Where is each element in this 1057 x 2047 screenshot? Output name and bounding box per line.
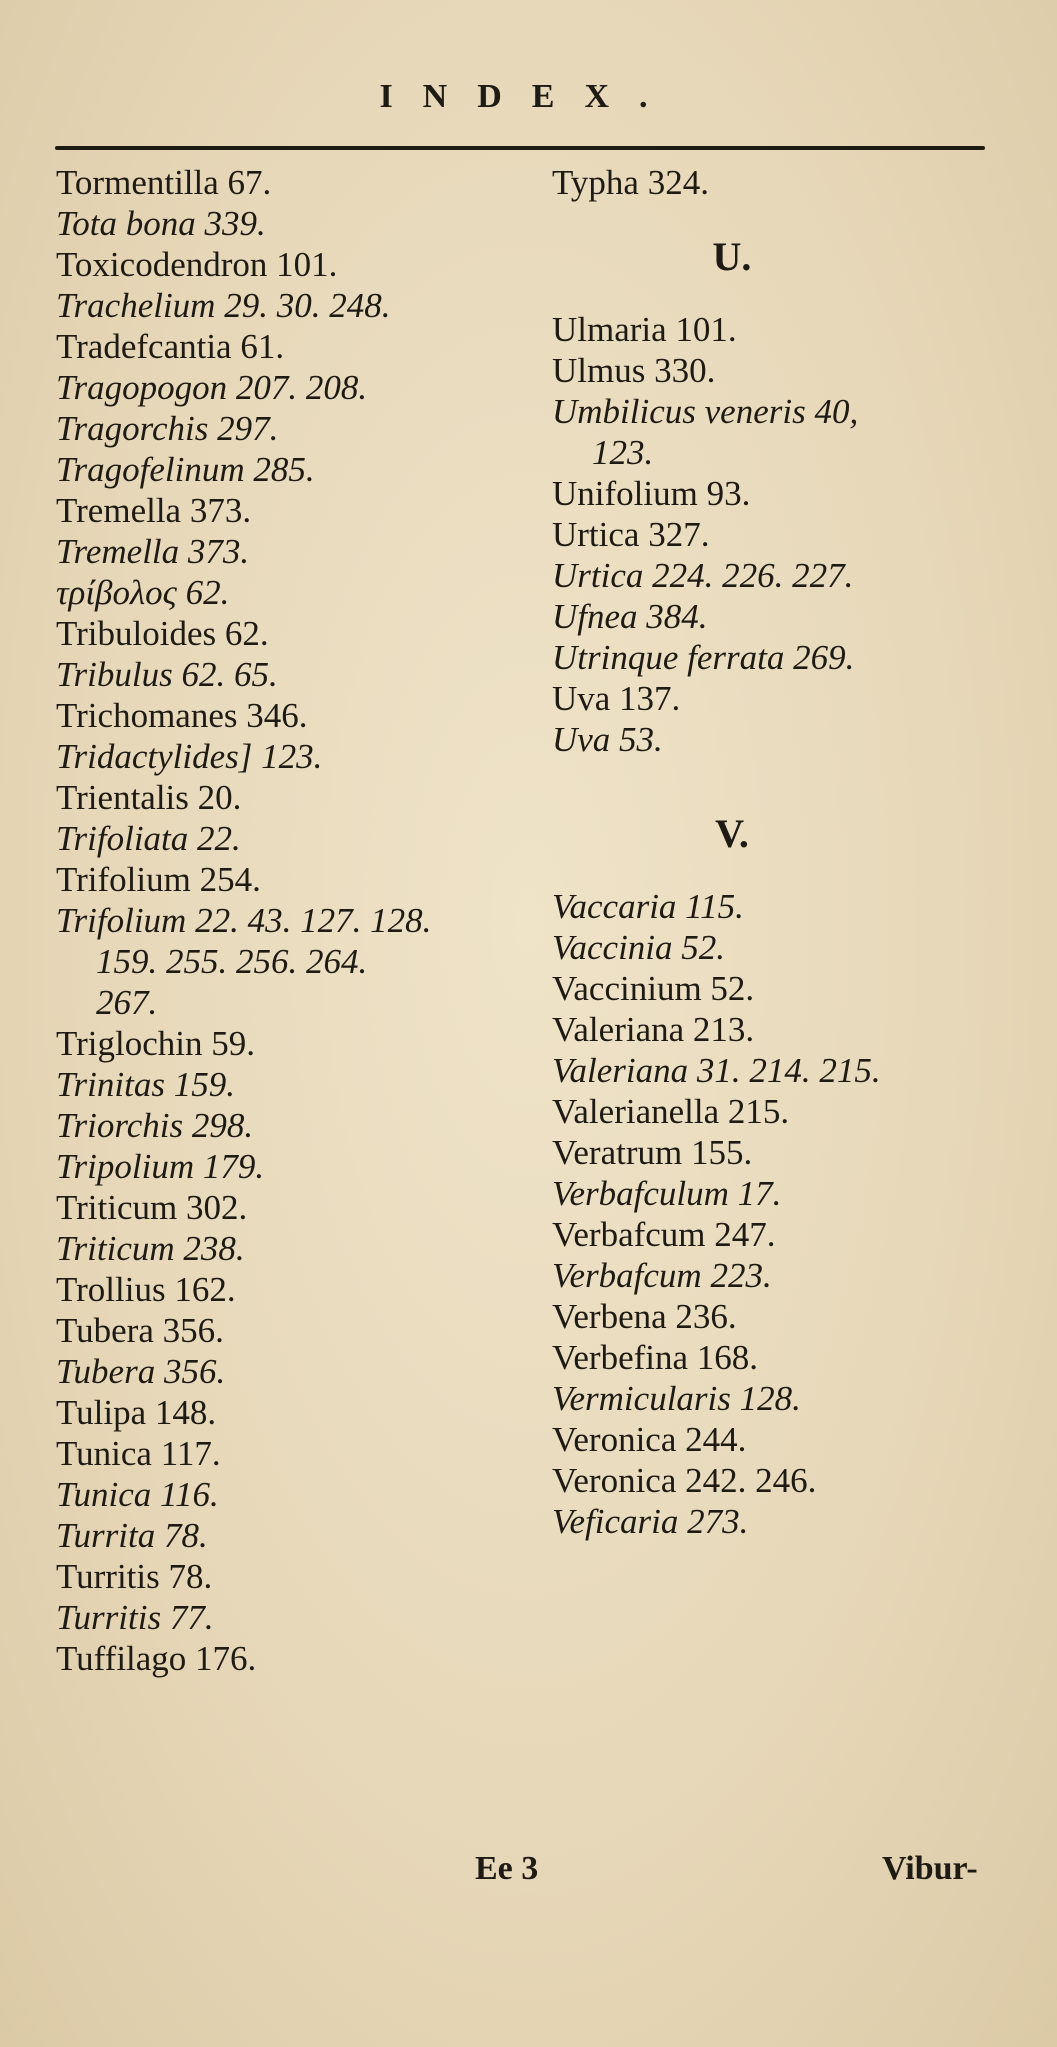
index-entry-text: Tridactylides] 123. (56, 737, 323, 776)
index-entry-text: Tota bona 339. (56, 204, 266, 243)
index-entry-text: Tragopogon 207. 208. (56, 368, 368, 407)
index-entry (56, 244, 496, 285)
index-entry-text: Tulipa 148. (56, 1393, 217, 1432)
section-heading-u: U. (712, 234, 752, 279)
index-entry (552, 1296, 992, 1337)
index-entry (56, 572, 496, 613)
index-entry (56, 490, 496, 531)
index-entry-continuation: 267. (96, 983, 158, 1022)
index-entry (56, 1228, 496, 1269)
index-entry-text: τρίβολος 62. (56, 573, 230, 612)
index-entry (56, 859, 496, 900)
index-entry-text: Umbilicus veneris 40, (552, 392, 859, 431)
index-entry-text: Ulmus 330. (552, 351, 716, 390)
index-entry (552, 1132, 992, 1173)
index-entry (56, 1146, 496, 1187)
index-entry-text: Tunica 117. (56, 1434, 221, 1473)
index-entry-text: Tuffilago 176. (56, 1639, 257, 1678)
index-entry-text: Uva 137. (552, 679, 681, 718)
index-entry (56, 1187, 496, 1228)
index-entry (552, 1501, 992, 1542)
index-entry (552, 1214, 992, 1255)
index-entry-text: Veratrum 155. (552, 1133, 753, 1172)
index-entry (552, 473, 992, 514)
index-entry-text: Tormentilla 67. (56, 163, 272, 202)
index-entry-text: Trientalis 20. (56, 778, 242, 817)
index-entry-text: Utrinque ferrata 269. (552, 638, 855, 677)
index-entry-text: Tremella 373. (56, 491, 252, 530)
index-entry (56, 531, 496, 572)
index-entry (56, 1597, 496, 1638)
index-entry (56, 1392, 496, 1433)
index-entry (552, 555, 992, 596)
index-entry-text: Triglochin 59. (56, 1024, 256, 1063)
index-entry (552, 968, 992, 1009)
index-entry-text: Tubera 356. (56, 1352, 226, 1391)
index-entry (552, 1009, 992, 1050)
index-entry-text: Tubera 356. (56, 1311, 224, 1350)
index-entry-text: Valerianella 215. (552, 1092, 790, 1131)
index-entry-text: Urtica 224. 226. 227. (552, 556, 854, 595)
index-entry-text: Turritis 77. (56, 1598, 214, 1637)
index-entry-text: Tunica 116. (56, 1475, 219, 1514)
index-entry-text: Trifoliata 22. (56, 819, 241, 858)
index-entry (56, 777, 496, 818)
index-entry (56, 1310, 496, 1351)
index-entry (552, 350, 992, 391)
index-entry (552, 1378, 992, 1419)
index-entry-text: Verbafcum 247. (552, 1215, 776, 1254)
v-entries (552, 886, 992, 1542)
index-entry-text: Verbafcum 223. (552, 1256, 772, 1295)
index-entry-text: Vaccinia 52. (552, 928, 726, 967)
index-entry-text: Tripolium 179. (56, 1147, 265, 1186)
index-entry-text: Trollius 162. (56, 1270, 236, 1309)
index-entry-text: Tribulus 62. 65. (56, 655, 278, 694)
index-entry (552, 678, 992, 719)
index-entry-text: Tragorchis 297. (56, 409, 279, 448)
index-entry-text: Trichomanes 346. (56, 696, 308, 735)
index-entry-text: Unifolium 93. (552, 474, 751, 513)
index-entry (56, 1556, 496, 1597)
index-entry (56, 203, 496, 244)
index-entry (552, 162, 992, 203)
index-entry-text: Tribuloides 62. (56, 614, 269, 653)
running-head: INDEX. (379, 78, 678, 115)
index-entry (56, 818, 496, 859)
index-entry-text: Triticum 238. (56, 1229, 245, 1268)
index-entry-text: Vaccaria 115. (552, 887, 744, 926)
index-entry-text: Verbafculum 17. (552, 1174, 782, 1213)
index-entry-continuation: 123. (592, 433, 654, 472)
index-entry (56, 162, 496, 203)
index-entry-text: Valeriana 213. (552, 1010, 755, 1049)
index-entry-text: Veficaria 273. (552, 1502, 749, 1541)
index-entry (56, 695, 496, 736)
index-entry (56, 654, 496, 695)
index-entry (56, 1474, 496, 1515)
index-entry (56, 1433, 496, 1474)
index-entry (56, 1105, 496, 1146)
index-entry (552, 719, 992, 760)
index-entry-text: Typha 324. (552, 163, 709, 202)
index-entry (552, 1173, 992, 1214)
index-entry-text: Tradefcantia 61. (56, 327, 285, 366)
index-entry-text: Vaccinium 52. (552, 969, 755, 1008)
index-entry-text: Ufnea 384. (552, 597, 708, 636)
index-entry (56, 1064, 496, 1105)
index-entry-continuation: 159. 255. 256. 264. (96, 942, 368, 981)
index-entry-text: Trifolium 22. 43. 127. 128. (56, 901, 432, 940)
index-entry (56, 1351, 496, 1392)
t-entries (552, 162, 992, 203)
index-entry (56, 285, 496, 326)
index-entry (56, 1638, 496, 1679)
index-entry (552, 391, 992, 473)
index-entry (56, 736, 496, 777)
index-entry (56, 449, 496, 490)
index-entry-text: Tragofelinum 285. (56, 450, 315, 489)
index-entry-text: Trachelium 29. 30. 248. (56, 286, 391, 325)
index-entry (56, 326, 496, 367)
signature-mark: Ee 3 (475, 1850, 539, 1887)
index-entry-text: Uva 53. (552, 720, 663, 759)
header-rule (55, 146, 985, 150)
index-entry-text: Ulmaria 101. (552, 310, 737, 349)
index-entry-text: Verbefina 168. (552, 1338, 759, 1377)
index-entry-text: Vermicularis 128. (552, 1379, 801, 1418)
index-entry (552, 1419, 992, 1460)
index-entry (56, 408, 496, 449)
catchword: Vibur- (882, 1850, 978, 1887)
index-entry-text: Verbena 236. (552, 1297, 737, 1336)
index-entry-text: Turrita 78. (56, 1516, 208, 1555)
index-entry-text: Valeriana 31. 214. 215. (552, 1051, 881, 1090)
index-entry (552, 1255, 992, 1296)
index-entry-text: Triticum 302. (56, 1188, 248, 1227)
right-column (552, 162, 992, 1542)
index-entry (56, 1023, 496, 1064)
left-column (56, 162, 496, 1679)
index-entry-text: Trinitas 159. (56, 1065, 235, 1104)
index-entry (56, 613, 496, 654)
index-entry-text: Urtica 327. (552, 515, 710, 554)
index-entry-text: Veronica 244. (552, 1420, 747, 1459)
index-entry (552, 886, 992, 927)
index-entry (56, 367, 496, 408)
index-entry-text: Turritis 78. (56, 1557, 213, 1596)
index-entry (552, 309, 992, 350)
index-entry-text: Tremella 373. (56, 532, 250, 571)
index-entry (552, 1091, 992, 1132)
u-entries (552, 309, 992, 760)
index-entry-text: Veronica 242. 246. (552, 1461, 817, 1500)
section-heading-v: V. (715, 811, 749, 856)
index-entry (552, 637, 992, 678)
index-entry (552, 514, 992, 555)
index-entry (552, 927, 992, 968)
index-entry (552, 596, 992, 637)
index-entry-text: Trifolium 254. (56, 860, 261, 899)
index-entry (552, 1337, 992, 1378)
index-entry-text: Triorchis 298. (56, 1106, 254, 1145)
index-entry (552, 1050, 992, 1091)
index-entry (56, 1269, 496, 1310)
index-entry (552, 1460, 992, 1501)
index-entry (56, 900, 496, 1023)
index-entry-text: Toxicodendron 101. (56, 245, 338, 284)
index-entry (56, 1515, 496, 1556)
